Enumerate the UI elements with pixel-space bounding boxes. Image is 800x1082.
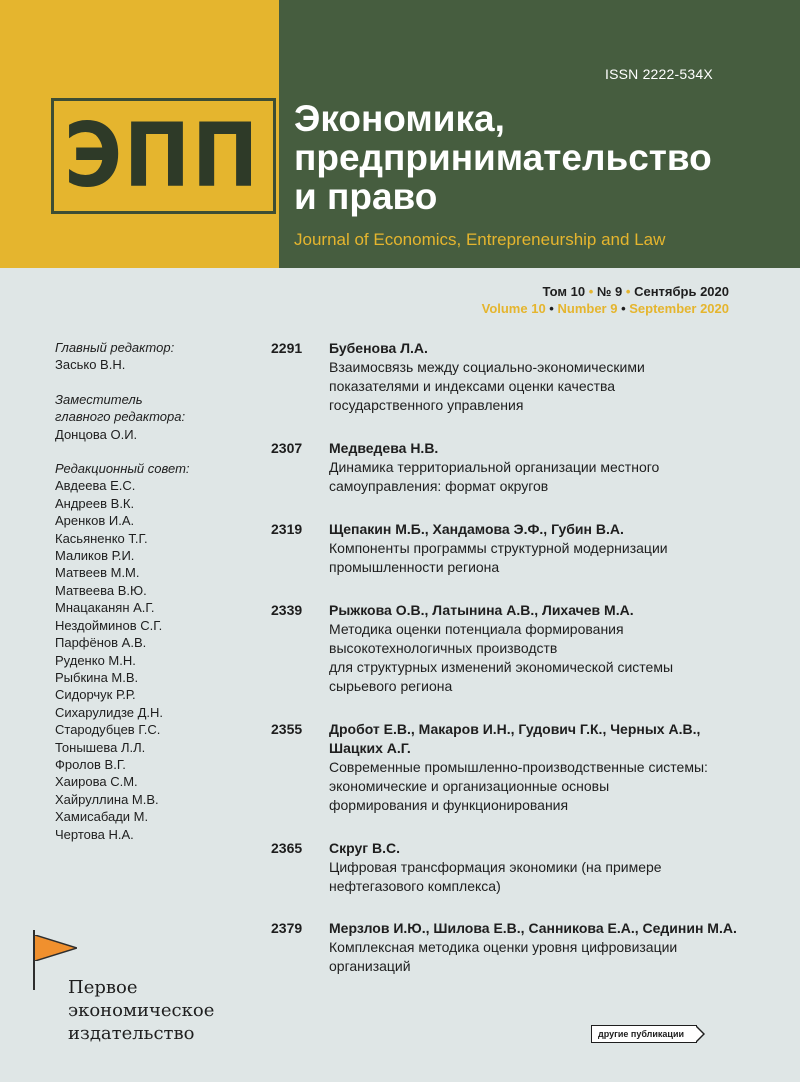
board-member: Нездойминов С.Г. — [55, 617, 163, 633]
article-title-line: для структурных изменений экономической системы — [329, 659, 674, 675]
article-authors: Шацких А.Г. — [329, 740, 411, 756]
issn: ISSN 2222-534X — [605, 66, 713, 82]
board-member: Касьяненко Т.Г. — [55, 530, 148, 546]
article-page: 2307 — [271, 440, 303, 456]
board-member: Фролов В.Г. — [55, 756, 126, 772]
article-authors: Щепакин М.Б., Хандамова Э.Ф., Губин В.А. — [329, 521, 624, 537]
board-member: Парфёнов А.В. — [55, 635, 147, 651]
board-member: Авдеева Е.С. — [55, 478, 136, 494]
separator-dot: • — [621, 301, 626, 316]
article-title-line: Современные промышленно-производственные системы: — [329, 759, 708, 775]
other-publications-label: другие публикации — [598, 1029, 685, 1039]
article-authors: Рыжкова О.В., Латынина А.В., Лихачев М.А. — [329, 602, 634, 618]
journal-title-line: предпринимательство — [294, 137, 712, 178]
board-member: Хамисабади М. — [55, 809, 149, 825]
article-title-line: экономические и организационные основы — [329, 778, 610, 794]
chief-editor: Засько В.Н. — [55, 357, 126, 373]
article-authors: Бубенова Л.А. — [329, 340, 428, 356]
board-member: Аренков И.А. — [55, 513, 135, 529]
article-entry[interactable] — [271, 339, 799, 415]
article-title-line: Взаимосвязь между социально-экономическими — [329, 359, 645, 375]
article-entry[interactable] — [271, 919, 799, 976]
board-label: Редакционный совет: — [55, 461, 190, 477]
board-member: Маликов Р.И. — [55, 548, 135, 564]
issue-info-ru — [543, 284, 729, 299]
publisher-line: экономическое — [68, 1000, 215, 1021]
article-title-line: Динамика территориальной организации местного — [329, 459, 660, 475]
article-page: 2365 — [271, 840, 303, 856]
article-title-line: высокотехнологичных производств — [329, 640, 558, 656]
editorial-board — [55, 339, 255, 843]
article-title-line: государственного управления — [329, 397, 524, 413]
article-entry[interactable] — [271, 839, 799, 896]
article-entry[interactable] — [271, 520, 799, 577]
board-member: Мнацаканян А.Г. — [55, 600, 155, 616]
publisher-line: издательство — [68, 1023, 195, 1044]
article-entry[interactable] — [271, 439, 799, 496]
article-title-line: промышленности региона — [329, 559, 500, 575]
journal-logo: ЭПП — [64, 104, 261, 207]
issue-number: № 9 — [596, 284, 623, 299]
article-title-line: организаций — [329, 958, 411, 974]
board-member: Хайруллина М.В. — [55, 791, 159, 807]
article-entry[interactable] — [271, 601, 799, 696]
article-title-line: Методика оценки потенциала формирования — [329, 621, 624, 637]
publisher-name — [68, 976, 214, 1045]
article-page: 2379 — [271, 920, 303, 936]
board-member: Матвеева В.Ю. — [55, 582, 147, 598]
board-member: Хаирова С.М. — [55, 774, 138, 790]
article-page: 2291 — [271, 340, 303, 356]
issue-info-en — [482, 301, 729, 316]
deputy-editor-label: главного редактора: — [55, 409, 186, 425]
issue-volume: Volume 10 — [481, 301, 546, 316]
article-title-line: формирования и функционирования — [329, 797, 569, 813]
journal-title — [294, 99, 774, 216]
article-authors: Дробот Е.В., Макаров И.Н., Гудович Г.К., Черных А.В., — [329, 721, 701, 737]
board-member: Руденко М.Н. — [55, 652, 136, 668]
journal-title-line: и право — [294, 176, 438, 217]
journal-title-line: Экономика, — [294, 98, 505, 139]
article-page: 2339 — [271, 602, 303, 618]
issue-volume: Том 10 — [542, 284, 586, 299]
article-title-line: показателями и индексами оценки качества — [329, 378, 616, 394]
board-member: Рыбкина М.В. — [55, 669, 139, 685]
board-member: Андреев В.К. — [55, 495, 135, 511]
article-authors: Скруг В.С. — [329, 840, 400, 856]
separator-dot: • — [625, 284, 631, 299]
chief-editor-label: Главный редактор: — [55, 340, 175, 355]
issue-date: Сентябрь 2020 — [634, 284, 729, 299]
deputy-editor-label: Заместитель — [55, 391, 143, 407]
separator-dot: • — [588, 284, 594, 299]
article-title-line: Цифровая трансформация экономики (на примере — [329, 859, 662, 875]
board-member: Чертова Н.А. — [55, 826, 134, 842]
issue-date: September 2020 — [629, 301, 729, 316]
flag-icon — [35, 935, 77, 961]
other-publications-button[interactable] — [591, 1025, 697, 1043]
article-title-line: Компоненты программы структурной модернизации — [329, 540, 668, 556]
article-entry[interactable] — [271, 720, 799, 815]
article-authors: Медведева Н.В. — [329, 440, 439, 456]
board-member: Стародубцев Г.С. — [55, 722, 161, 738]
separator-dot: • — [549, 301, 554, 316]
article-title-line: самоуправления: формат округов — [329, 478, 549, 494]
issue-number: Number 9 — [557, 301, 618, 316]
article-page: 2319 — [271, 521, 303, 537]
board-member: Сихарулидзе Д.Н. — [55, 704, 164, 720]
article-authors: Мерзлов И.Ю., Шилова Е.В., Санникова Е.А., Сединин М.А. — [329, 920, 737, 936]
board-member: Матвеев М.М. — [55, 565, 140, 581]
publisher-line: Первое — [68, 977, 138, 998]
article-title-line: сырьевого региона — [329, 678, 453, 694]
board-list — [55, 477, 255, 843]
article-title-line: Комплексная методика оценки уровня цифровизации — [329, 939, 678, 955]
deputy-editor: Донцова О.И. — [55, 426, 138, 442]
board-member: Тонышева Л.Л. — [55, 739, 146, 755]
article-page: 2355 — [271, 721, 303, 737]
article-title-line: нефтегазового комплекса) — [329, 878, 501, 894]
journal-subtitle: Journal of Economics, Entrepreneurship and Law — [294, 230, 666, 249]
board-member: Сидорчук Р.Р. — [55, 687, 136, 703]
